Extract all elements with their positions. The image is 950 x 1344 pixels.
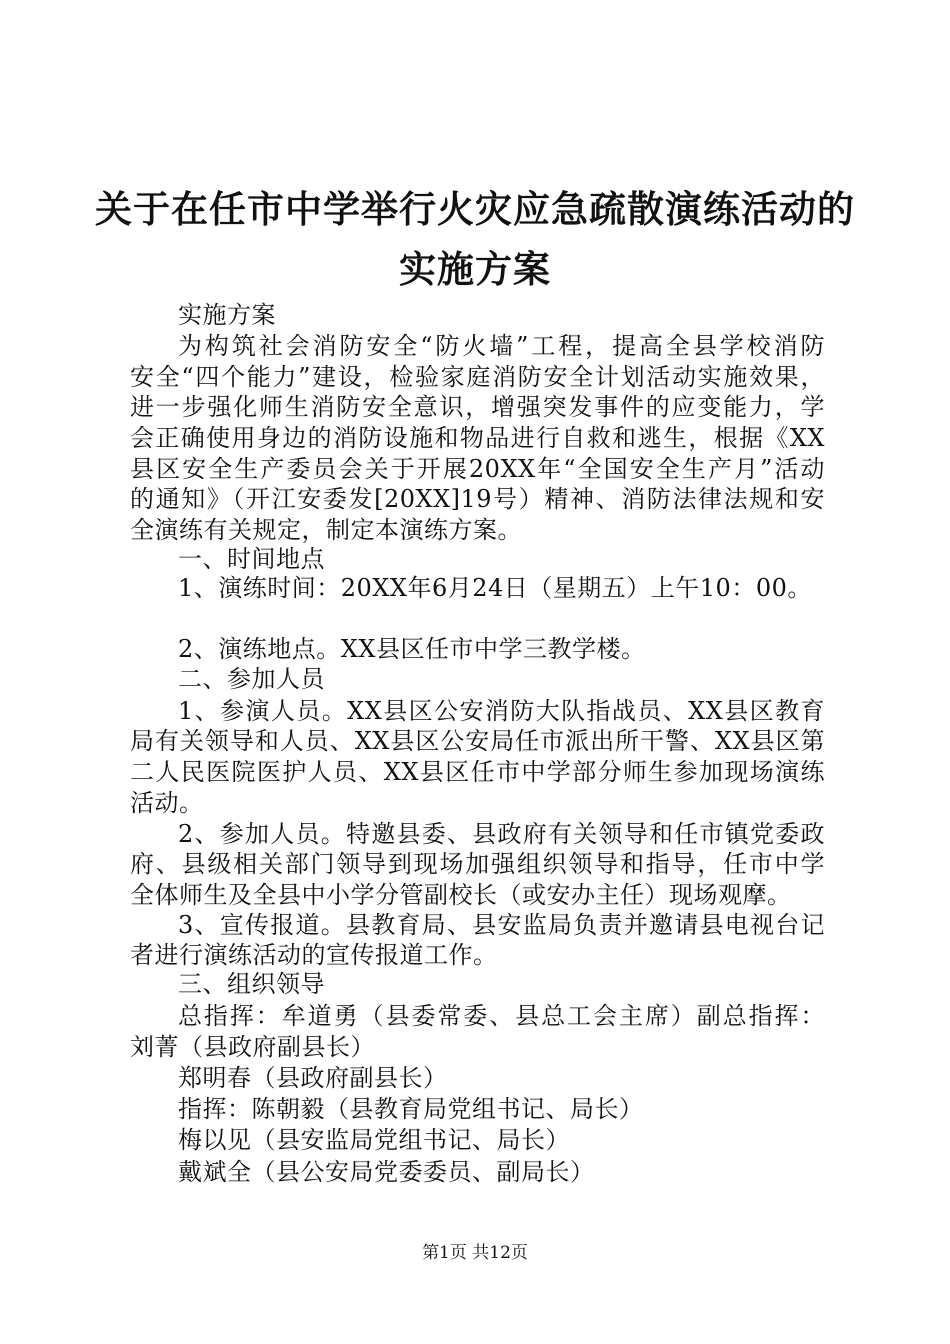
body-line: 局有关领导和人员、XX县区公安局任市派出所干警、XX县区第 — [130, 727, 825, 755]
body-line: 县区安全生产委员会关于开展20XX年“全国安全生产月”活动 — [130, 455, 825, 483]
body-line: 郑明春（县政府副县长） — [178, 1064, 448, 1092]
body-line: 府、县级相关部门领导到现场加强组织领导和指导，任市中学 — [130, 850, 825, 878]
body-line: 实施方案 — [178, 301, 276, 329]
body-line: 为构筑社会消防安全“防火墙”工程，提高全县学校消防 — [178, 332, 825, 360]
section-heading: 一、时间地点 — [178, 545, 325, 573]
body-line: 戴斌全（县公安局党委委员、副局长） — [178, 1158, 595, 1186]
body-line: 总指挥：牟道勇（县委常委、县总工会主席）副总指挥： — [178, 1002, 825, 1030]
section-heading: 三、组织领导 — [178, 970, 325, 998]
body-line: 二人民医院医护人员、XX县区任市中学部分师生参加现场演练 — [130, 758, 825, 786]
body-line: 者进行演练活动的宣传报道工作。 — [130, 941, 498, 969]
document-title-line-1: 关于在任市中学举行火灾应急疏散演练活动的 — [95, 188, 855, 231]
body-line: 3、宣传报道。县教育局、县安监局负责并邀请县电视台记 — [178, 911, 825, 939]
body-line: 会正确使用身边的消防设施和物品进行自救和逃生，根据《XX — [130, 424, 825, 452]
body-line: 全体师生及全县中小学分管副校长（或安办主任）现场观摩。 — [130, 881, 792, 909]
body-line: 刘菁（县政府副县长） — [130, 1033, 375, 1061]
body-line: 1、参演人员。XX县区公安消防大队指战员、XX县区教育 — [178, 697, 825, 725]
section-heading: 二、参加人员 — [178, 665, 325, 693]
body-line: 的通知》（开江安委发[20XX]19号）精神、消防法律法规和安 — [130, 485, 825, 513]
body-line: 指挥：陈朝毅（县教育局党组书记、局长） — [178, 1095, 644, 1123]
body-line: 进一步强化师生消防安全意识，增强突发事件的应变能力，学 — [130, 393, 825, 421]
page-footer: 第1页 共12页 — [422, 1243, 528, 1263]
body-line: 安全“四个能力”建设，检验家庭消防安全计划活动实施效果， — [130, 363, 825, 391]
document-title-line-2: 实施方案 — [399, 248, 551, 291]
body-line: 2、参加人员。特邀县委、县政府有关领导和任市镇党委政 — [178, 820, 825, 848]
body-line: 活动。 — [130, 789, 204, 817]
body-line: 1、演练时间：20XX年6月24日（星期五）上午10：00。 — [178, 574, 812, 602]
body-line: 2、演练地点。XX县区任市中学三教学楼。 — [178, 635, 646, 663]
body-line: 全演练有关规定，制定本演练方案。 — [130, 516, 522, 544]
body-line: 梅以见（县安监局党组书记、局长） — [178, 1126, 570, 1154]
